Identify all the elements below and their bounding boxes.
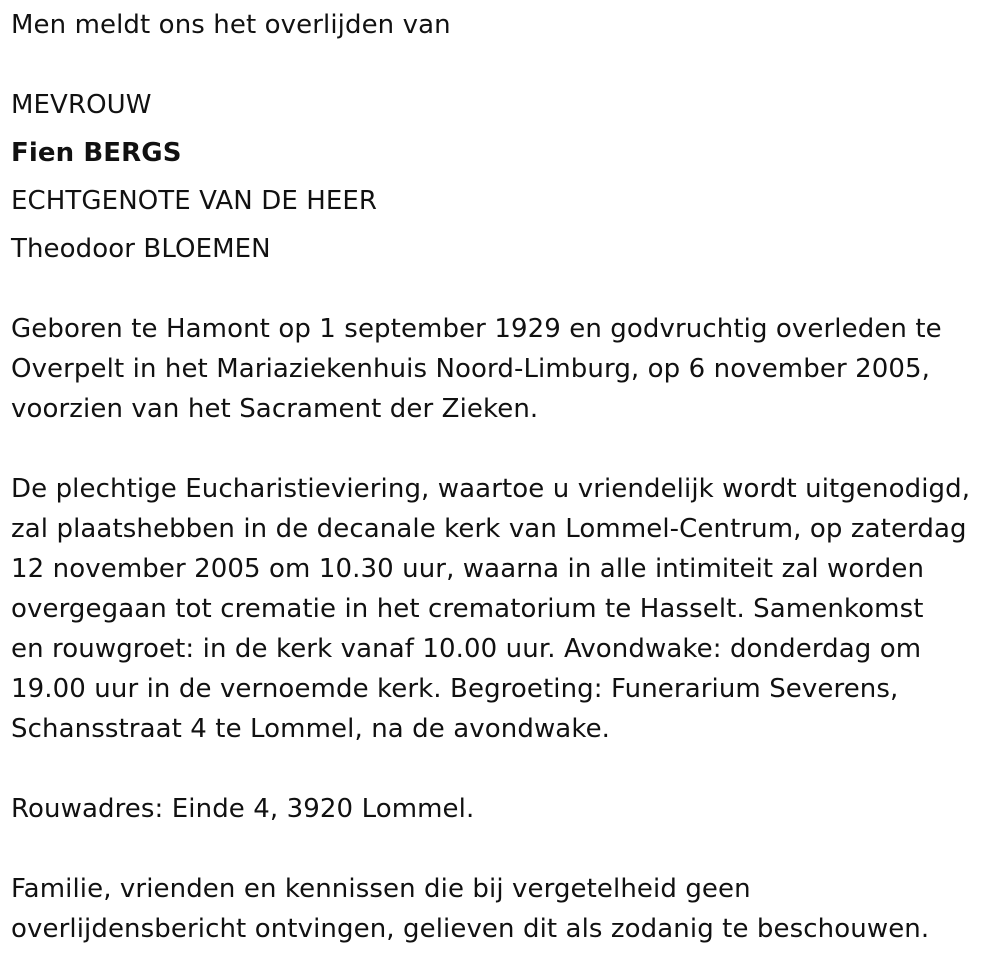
mourning-address: Rouwadres: Einde 4, 3920 Lommel.	[11, 794, 475, 824]
deceased-name: Fien BERGS	[11, 138, 182, 168]
ceremony-line-4: overgegaan tot crematie in het crematorium te Hasselt. Samenkomst	[11, 594, 924, 624]
title-mevrouw: MEVROUW	[11, 90, 152, 120]
spouse-name: Theodoor BLOEMEN	[11, 234, 271, 264]
ceremony-line-7: Schansstraat 4 te Lommel, na de avondwake.	[11, 714, 611, 744]
ceremony-line-6: 19.00 uur in de vernoemde kerk. Begroeting: Funerarium Severens,	[11, 674, 899, 704]
ceremony-line-2: zal plaatshebben in de decanale kerk van Lommel-Centrum, op zaterdag	[11, 514, 967, 544]
ceremony-line-1: De plechtige Eucharistieviering, waartoe u vriendelijk wordt uitgenodigd,	[11, 474, 971, 504]
ceremony-line-5: en rouwgroet: in de kerk vanaf 10.00 uur. Avondwake: donderdag om	[11, 634, 922, 664]
birth-death-line-3: voorzien van het Sacrament der Zieken.	[11, 394, 539, 424]
closing-line-1: Familie, vrienden en kennissen die bij vergetelheid geen	[11, 874, 751, 904]
intro-line: Men meldt ons het overlijden van	[11, 10, 451, 40]
birth-death-line-2: Overpelt in het Mariaziekenhuis Noord-Limburg, op 6 november 2005,	[11, 354, 931, 384]
closing-line-2: overlijdensbericht ontvingen, gelieven dit als zodanig te beschouwen.	[11, 914, 930, 944]
birth-death-line-1: Geboren te Hamont op 1 september 1929 en godvruchtig overleden te	[11, 314, 942, 344]
ceremony-line-3: 12 november 2005 om 10.30 uur, waarna in alle intimiteit zal worden	[11, 554, 925, 584]
relation-line: ECHTGENOTE VAN DE HEER	[11, 186, 378, 216]
